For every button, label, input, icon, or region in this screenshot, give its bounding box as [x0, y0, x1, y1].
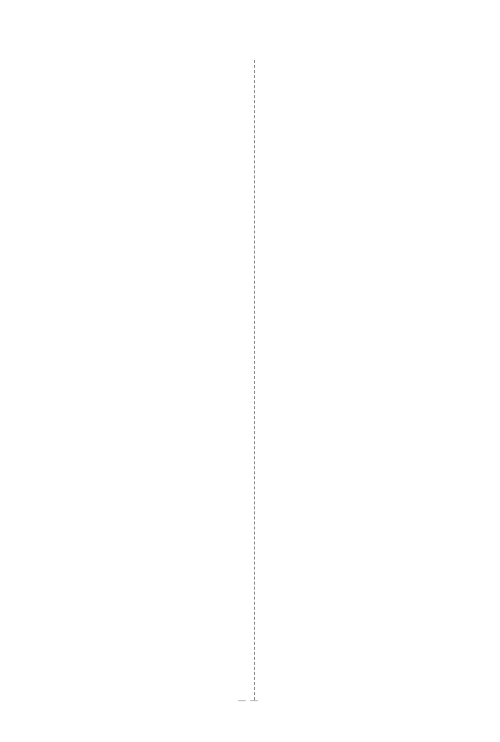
- watermark-logo: [404, 702, 500, 742]
- column-divider: [254, 60, 255, 700]
- page-number: — —: [238, 696, 258, 705]
